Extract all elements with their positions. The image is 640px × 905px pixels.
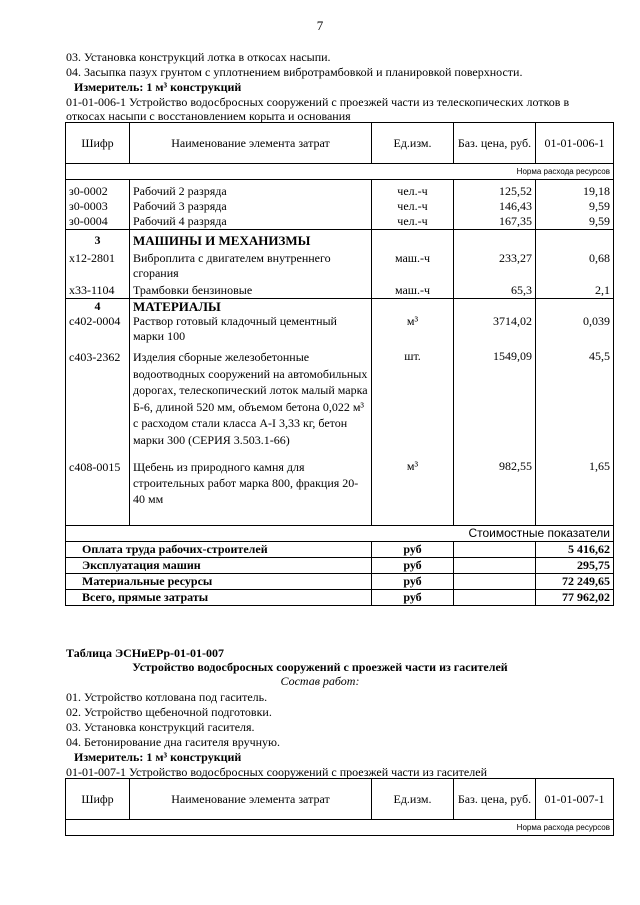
- row-code: с403-2362: [66, 344, 130, 456]
- work-item: 03. Установка конструкций гасителя.: [66, 720, 255, 734]
- cost-name: Эксплуатация машин: [66, 558, 372, 574]
- section-title: МАТЕРИАЛЫ: [130, 299, 372, 315]
- row-code: с402-0004: [66, 314, 130, 344]
- row-price: 125,52: [454, 184, 536, 199]
- row-price: 65,3: [454, 281, 536, 299]
- norm-label: Норма расхода ресурсов: [66, 164, 614, 180]
- norm-label: Норма расхода ресурсов: [66, 820, 614, 836]
- row-price: 1549,09: [454, 344, 536, 456]
- table-row: [66, 184, 614, 199]
- table-row: [66, 281, 614, 299]
- row-norm: 0,039: [536, 314, 614, 344]
- row-price: 167,35: [454, 214, 536, 230]
- row-price: 146,43: [454, 199, 536, 214]
- row-name: Рабочий 2 разряда: [130, 184, 372, 199]
- row-unit: м³: [372, 456, 454, 526]
- measure-unit: Измеритель: 1 м³ конструкций: [74, 750, 242, 764]
- table-row: [66, 314, 614, 344]
- section-header: [66, 299, 614, 315]
- row-name: Щебень из природного камня для строительных работ марка 800, фракция 20-40 мм: [130, 456, 372, 526]
- header-name: Наименование элемента затрат: [130, 123, 372, 164]
- row-norm: 2,1: [536, 281, 614, 299]
- cost-value: 77 962,02: [536, 590, 614, 606]
- row-norm: 9,59: [536, 199, 614, 214]
- section-header: [66, 230, 614, 249]
- cost-value: 72 249,65: [536, 574, 614, 590]
- row-unit: чел.-ч: [372, 184, 454, 199]
- row-code: х12-2801: [66, 248, 130, 281]
- row-norm: 1,65: [536, 456, 614, 526]
- row-price: 233,27: [454, 248, 536, 281]
- cost-label: Стоимостные показатели: [66, 526, 614, 542]
- table-description: 01-01-007-1 Устройство водосбросных сооружений с проезжей части из гасителей: [66, 765, 487, 779]
- row-code: с408-0015: [66, 456, 130, 526]
- work-item: 04. Засыпка пазух грунтом с уплотнением вибротрамбовкой и планировкой поверхности.: [66, 65, 523, 79]
- row-name: Трамбовки бензиновые: [130, 281, 372, 299]
- row-norm: 45,5: [536, 344, 614, 456]
- measure-unit: Измеритель: 1 м³ конструкций: [74, 80, 242, 94]
- row-price: 3714,02: [454, 314, 536, 344]
- header-unit: Ед.изм.: [372, 779, 454, 820]
- row-unit: шт.: [372, 344, 454, 456]
- cost-value: 295,75: [536, 558, 614, 574]
- row-norm: 9,59: [536, 214, 614, 230]
- row-unit: маш.-ч: [372, 248, 454, 281]
- row-unit: маш.-ч: [372, 281, 454, 299]
- row-code: з0-0002: [66, 184, 130, 199]
- row-unit: чел.-ч: [372, 214, 454, 230]
- cost-value: 5 416,62: [536, 542, 614, 558]
- work-item: 02. Устройство щебеночной подготовки.: [66, 705, 272, 719]
- table-caption: Таблица ЭСНиЕРр-01-01-007: [66, 646, 225, 660]
- section-code: 3: [66, 230, 130, 249]
- cost-unit: руб: [372, 558, 454, 574]
- section-title: МАШИНЫ И МЕХАНИЗМЫ: [130, 230, 372, 249]
- table-description: 01-01-006-1 Устройство водосбросных сооружений с проезжей части из телескопических лотков в: [66, 95, 570, 109]
- row-name: Раствор готовый кладочный цементный марки 100: [130, 314, 372, 344]
- table-row: [66, 214, 614, 230]
- cost-row: [66, 590, 614, 606]
- cost-row: [66, 574, 614, 590]
- resource-table-2: [65, 778, 614, 836]
- work-composition-heading: Состав работ:: [280, 674, 360, 688]
- header-price: Баз. цена, руб.: [454, 779, 536, 820]
- work-item: 01. Устройство котлована под гаситель.: [66, 690, 268, 704]
- cost-name: Всего, прямые затраты: [66, 590, 372, 606]
- row-code: х33-1104: [66, 281, 130, 299]
- row-norm: 0,68: [536, 248, 614, 281]
- table-description: откосах насыпи с восстановлением корыта и основания: [66, 109, 351, 123]
- cost-row: [66, 542, 614, 558]
- header-code: Шифр: [66, 779, 130, 820]
- header-unit: Ед.изм.: [372, 123, 454, 164]
- row-code: з0-0003: [66, 199, 130, 214]
- table-row: [66, 199, 614, 214]
- work-item: 04. Бетонирование дна гасителя вручную.: [66, 735, 281, 749]
- row-unit: м³: [372, 314, 454, 344]
- header-norm: 01-01-007-1: [536, 779, 614, 820]
- row-name: Изделия сборные железобетонные водоотводных сооружений на автомобильных дорогах, телескопический лоток малый марка Б-6, длиной 520 мм, объемом бетона 0,022 м³ с расходом стали класса А-I 3,33 кг, бетон марки 300 (СЕРИЯ 3.503.1-66): [130, 344, 372, 456]
- row-norm: 19,18: [536, 184, 614, 199]
- page-number: 7: [316, 18, 324, 33]
- row-name: Рабочий 4 разряда: [130, 214, 372, 230]
- cost-name: Оплата труда рабочих-строителей: [66, 542, 372, 558]
- table-row: [66, 248, 614, 281]
- cost-row: [66, 558, 614, 574]
- row-price: 982,55: [454, 456, 536, 526]
- cost-unit: руб: [372, 590, 454, 606]
- row-unit: чел.-ч: [372, 199, 454, 214]
- cost-unit: руб: [372, 574, 454, 590]
- table-row: [66, 456, 614, 526]
- row-name: Рабочий 3 разряда: [130, 199, 372, 214]
- cost-name: Материальные ресурсы: [66, 574, 372, 590]
- table-row: [66, 344, 614, 456]
- header-code: Шифр: [66, 123, 130, 164]
- section-code: 4: [66, 299, 130, 315]
- work-item: 03. Установка конструкций лотка в откосах насыпи.: [66, 50, 331, 64]
- header-norm: 01-01-006-1: [536, 123, 614, 164]
- cost-unit: руб: [372, 542, 454, 558]
- row-name: Виброплита с двигателем внутреннего сгорания: [130, 248, 372, 281]
- header-name: Наименование элемента затрат: [130, 779, 372, 820]
- header-price: Баз. цена, руб.: [454, 123, 536, 164]
- resource-table-1: [65, 122, 614, 606]
- row-code: з0-0004: [66, 214, 130, 230]
- table-title: Устройство водосбросных сооружений с проезжей части из гасителей: [132, 660, 508, 674]
